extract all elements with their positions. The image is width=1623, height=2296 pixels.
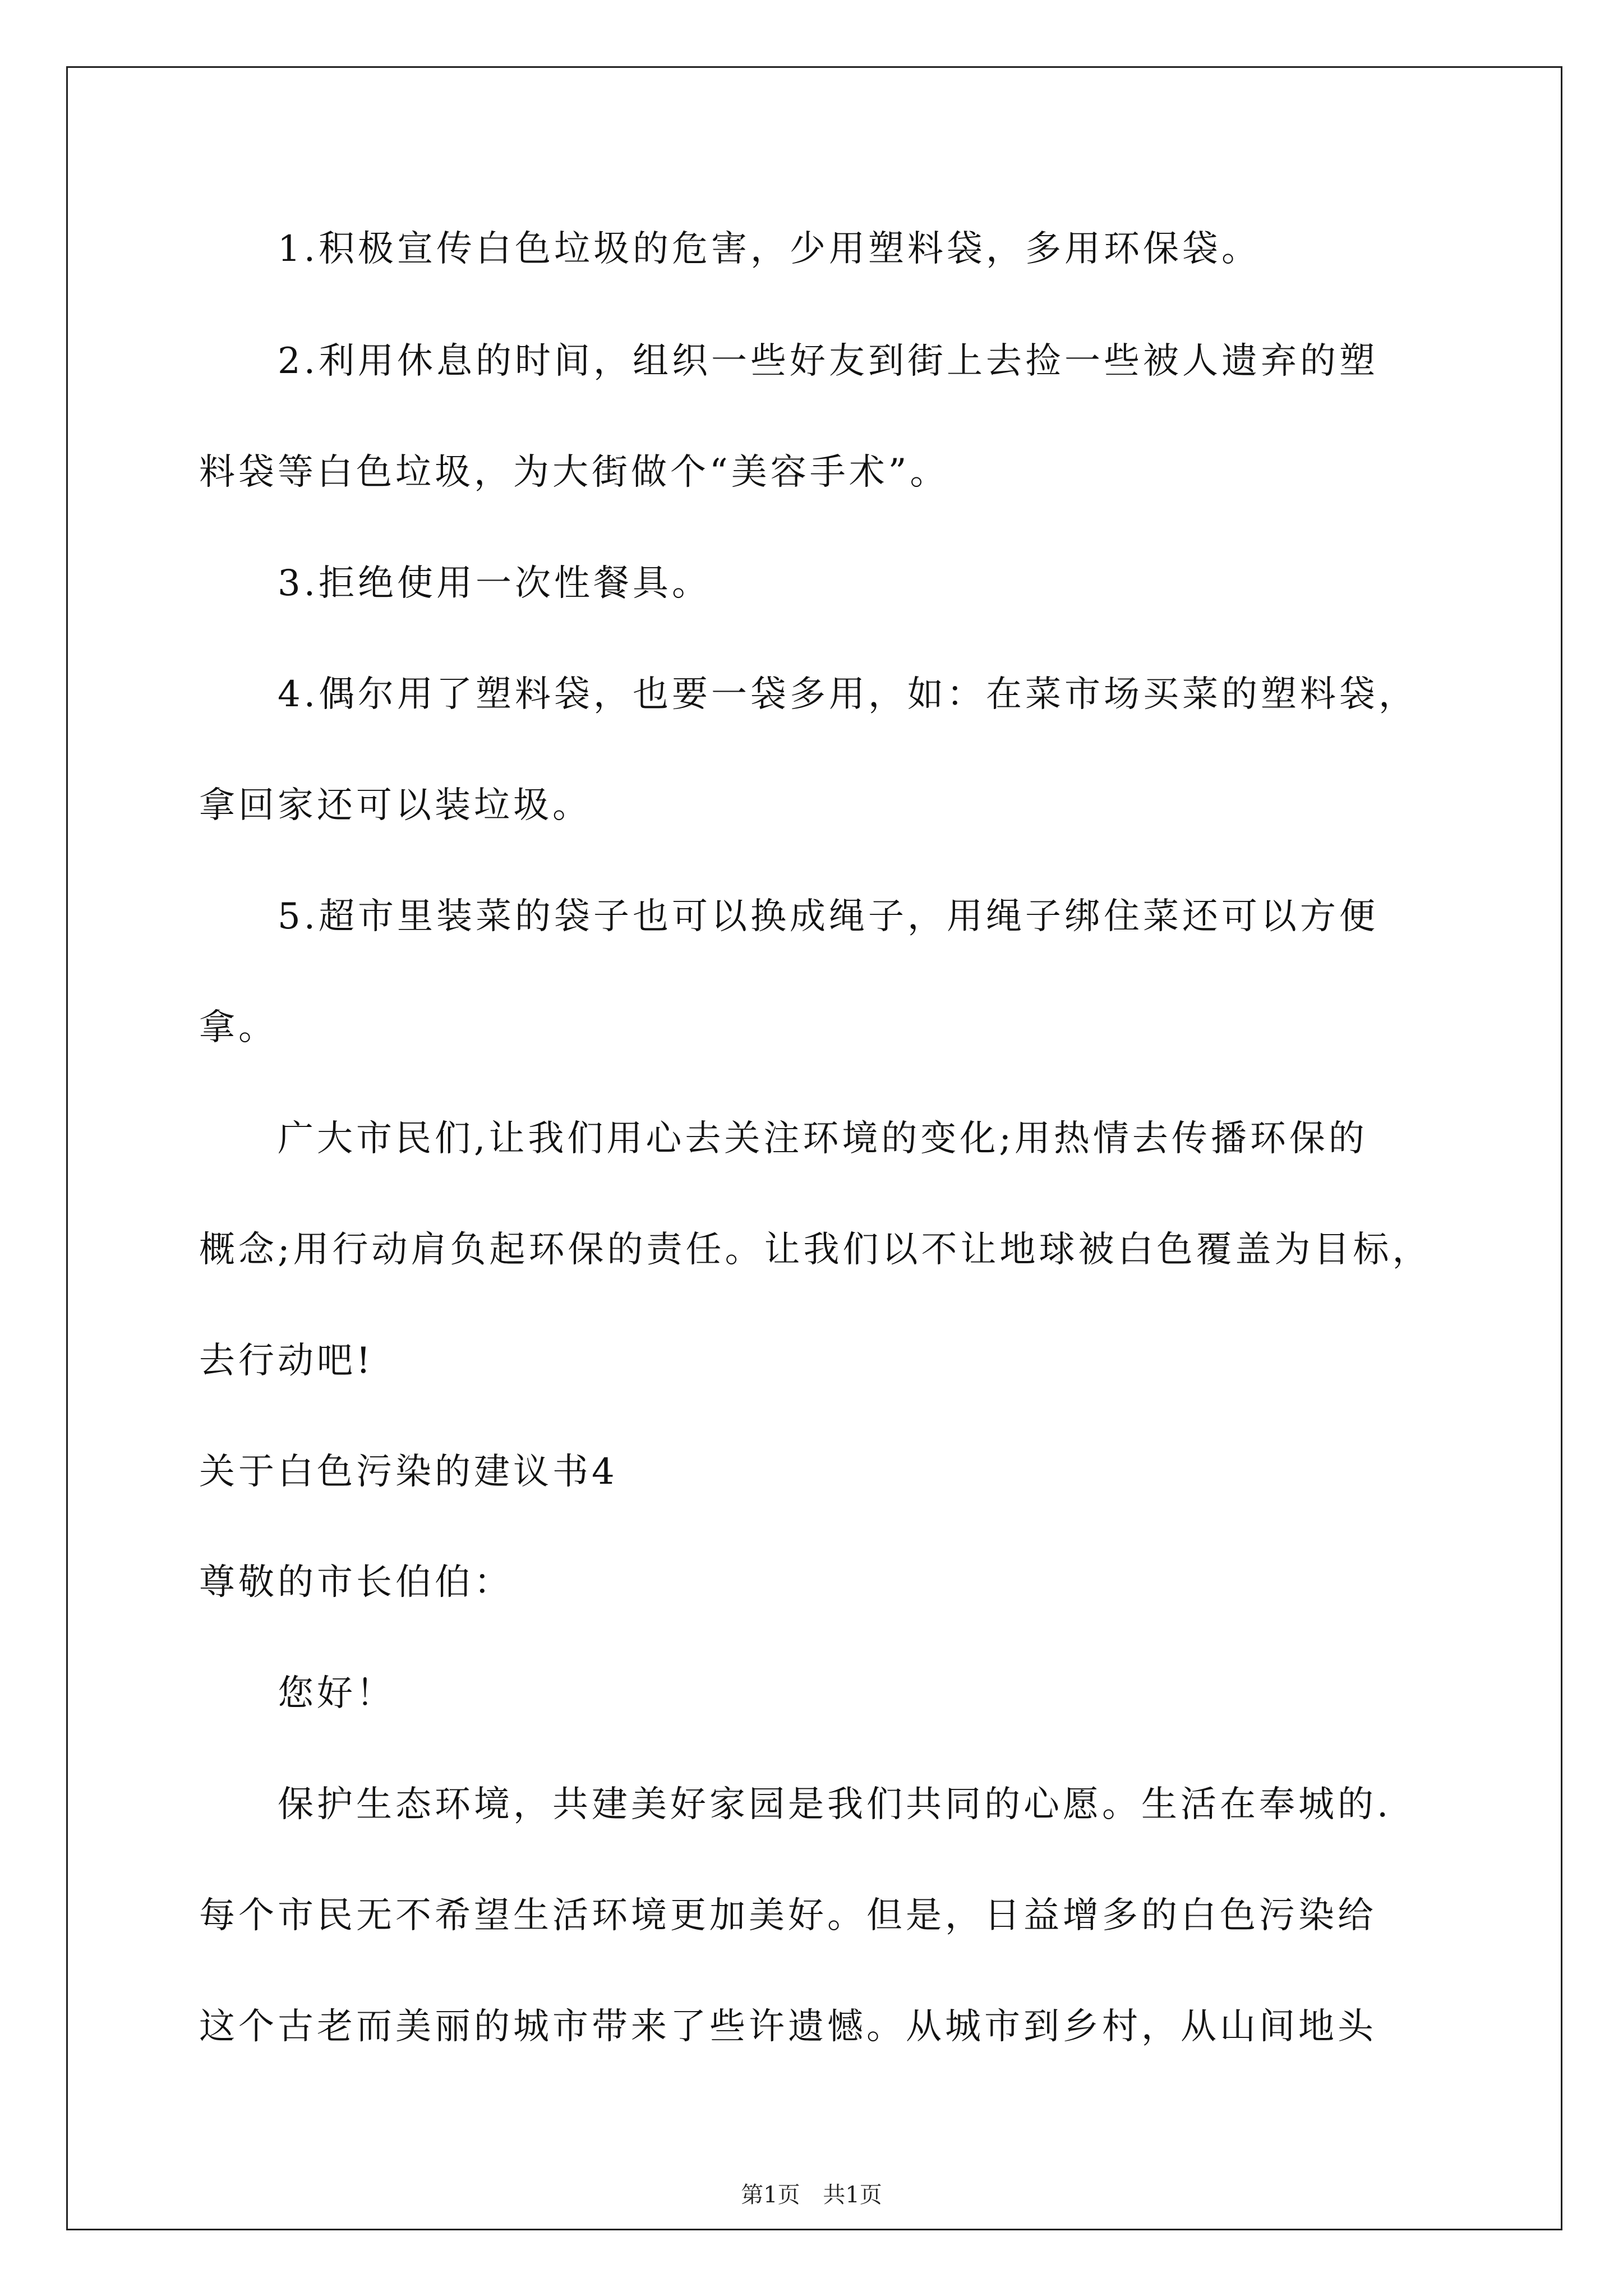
paragraph-line: 3.拒绝使用一次性餐具。	[278, 563, 712, 604]
paragraph-line: 料袋等白色垃圾，为大街做个“美容手术”。	[199, 452, 949, 493]
paragraph-line: 每个市民无不希望生活环境更加美好。但是，日益增多的白色污染给	[199, 1895, 1377, 1936]
page-total: 共1页	[823, 2182, 882, 2208]
page-number: 第1页	[741, 2182, 800, 2208]
greeting: 您好！	[278, 1673, 395, 1714]
paragraph-line: 概念;用行动肩负起环保的责任。让我们以不让地球被白色覆盖为目标，	[199, 1229, 1432, 1271]
paragraph-line: 4.偶尔用了塑料袋，也要一袋多用，如：在菜市场买菜的塑料袋，	[278, 674, 1418, 715]
paragraph-line: 去行动吧!	[199, 1340, 374, 1382]
paragraph-line: 5.超市里装菜的袋子也可以换成绳子，用绳子绑住菜还可以方便	[278, 896, 1379, 937]
section-heading: 关于白色污染的建议书4	[199, 1451, 618, 1493]
salutation: 尊敬的市长伯伯：	[199, 1562, 513, 1603]
paragraph-line: 这个古老而美丽的城市带来了些许遗憾。从城市到乡村，从山间地头	[199, 2006, 1377, 2047]
paragraph-line: 保护生态环境，共建美好家园是我们共同的心愿。生活在奉城的.	[278, 1784, 1392, 1825]
paragraph-line: 拿。	[199, 1007, 278, 1048]
paragraph-line: 拿回家还可以装垃圾。	[199, 785, 592, 826]
page-footer	[0, 2181, 1623, 2209]
paragraph-line: 1.积极宣传白色垃圾的危害，少用塑料袋，多用环保袋。	[278, 228, 1261, 270]
paragraph-line: 2.利用休息的时间，组织一些好友到街上去捡一些被人遗弃的塑	[278, 341, 1379, 382]
paragraph-line: 广大市民们,让我们用心去关注环境的变化;用热情去传播环保的	[278, 1118, 1368, 1159]
